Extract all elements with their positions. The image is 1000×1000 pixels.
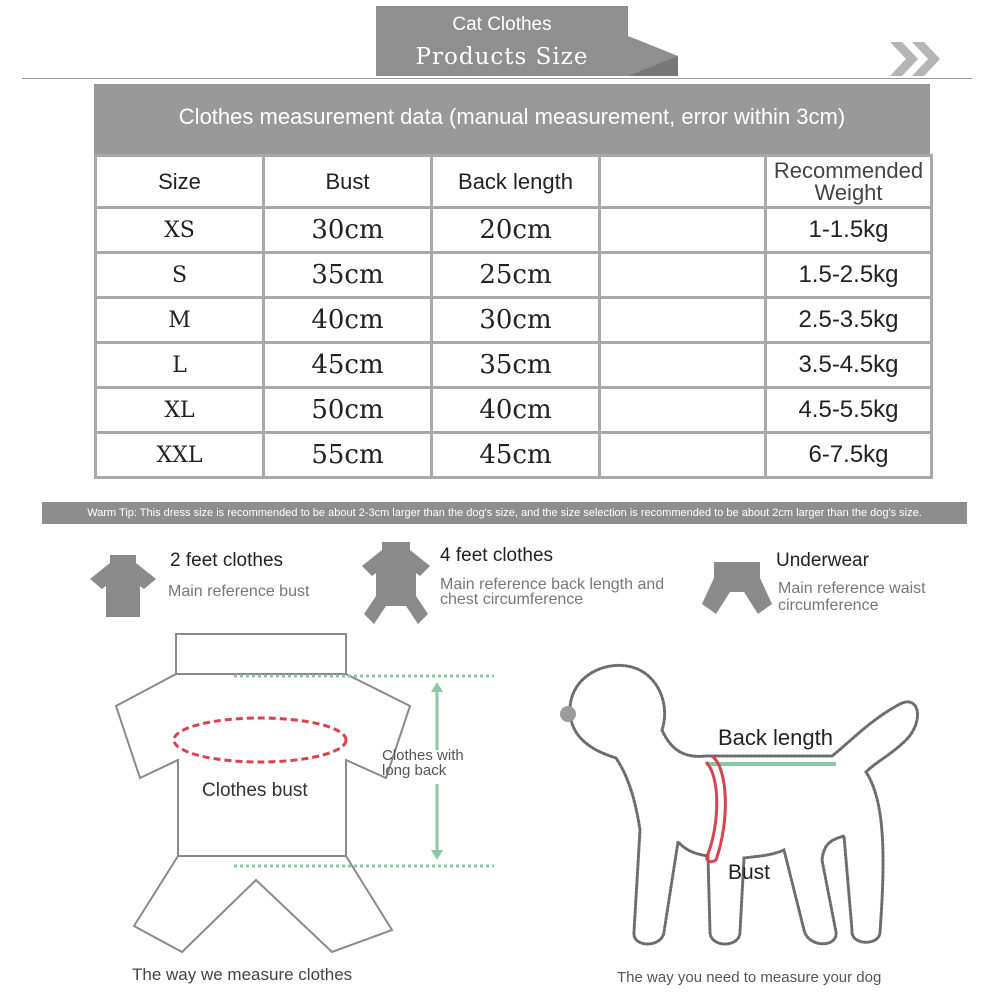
cell-back-length: 20cm: [432, 208, 600, 253]
cell-weight: 1-1.5kg: [766, 208, 932, 253]
cell-back-length: 30cm: [432, 298, 600, 343]
four-feet-clothes-icon: [360, 540, 432, 626]
warm-tip-banner: Warm Tip: This dress size is recommended to be about 2-3cm larger than the dog's size, and the size selection is recommended to be about 2cm larger than the dog's size.: [42, 502, 967, 524]
header-title: Products Size: [415, 44, 589, 70]
cell-bust: 35cm: [264, 253, 432, 298]
cell-blank: [600, 388, 766, 433]
two-feet-clothes-icon: [88, 553, 158, 619]
column-header-recommended-weight: Recommended Weight: [766, 156, 932, 208]
cell-weight: 6-7.5kg: [766, 433, 932, 478]
type-desc-2-feet: Main reference bust: [168, 583, 310, 600]
type-title-4-feet: 4 feet clothes: [440, 545, 554, 566]
cell-back-length: 40cm: [432, 388, 600, 433]
type-desc-4-feet-line-2: chest circumference: [440, 591, 584, 608]
cell-back-length: 35cm: [432, 343, 600, 388]
cell-size: S: [96, 253, 264, 298]
type-desc-underwear-line-2: circumference: [778, 597, 879, 614]
header-divider: [22, 78, 972, 79]
type-desc-underwear-line-1: Main reference waist: [778, 580, 926, 597]
cell-blank: [600, 433, 766, 478]
dog-measure-diagram: [540, 650, 940, 960]
header-subtitle: Cat Clothes: [452, 14, 552, 35]
cell-blank: [600, 208, 766, 253]
table-row: [96, 388, 932, 433]
cell-blank: [600, 298, 766, 343]
cell-weight: 4.5-5.5kg: [766, 388, 932, 433]
cell-weight: 2.5-3.5kg: [766, 298, 932, 343]
cell-blank: [600, 343, 766, 388]
underwear-icon: [700, 560, 774, 616]
long-back-label-line-1: Clothes with: [382, 747, 464, 764]
cell-size: XS: [96, 208, 264, 253]
dog-diagram-caption: The way you need to measure your dog: [617, 969, 882, 986]
table-row: [96, 433, 932, 478]
back-length-label: Back length: [718, 725, 833, 750]
table-header-row: [96, 156, 932, 208]
table-row: [96, 298, 932, 343]
type-title-2-feet: 2 feet clothes: [170, 550, 284, 571]
table-row: [96, 343, 932, 388]
table-title: Clothes measurement data (manual measurement, error within 3cm): [94, 84, 930, 154]
size-grid: [94, 154, 933, 479]
table-row: [96, 253, 932, 298]
cell-size: XXL: [96, 433, 264, 478]
clothes-diagram-caption: The way we measure clothes: [132, 965, 353, 984]
cell-size: L: [96, 343, 264, 388]
cell-size: M: [96, 298, 264, 343]
column-header-size: Size: [96, 156, 264, 208]
dog-bust-label: Bust: [728, 861, 771, 884]
cell-bust: 50cm: [264, 388, 432, 433]
cell-bust: 45cm: [264, 343, 432, 388]
cell-back-length: 45cm: [432, 433, 600, 478]
column-header-bust: Bust: [264, 156, 432, 208]
cell-bust: 40cm: [264, 298, 432, 343]
type-title-underwear: Underwear: [776, 550, 869, 571]
cell-size: XL: [96, 388, 264, 433]
type-desc-4-feet-line-1: Main reference back length and: [440, 576, 665, 593]
header-shadow: [628, 36, 678, 76]
double-chevron-icon: [890, 42, 950, 76]
clothes-bust-label: Clothes bust: [202, 780, 308, 801]
long-back-label-line-2: long back: [382, 762, 447, 779]
table-row: [96, 208, 932, 253]
column-header-blank: [600, 156, 766, 208]
column-header-back-length: Back length: [432, 156, 600, 208]
cell-weight: 1.5-2.5kg: [766, 253, 932, 298]
cell-back-length: 25cm: [432, 253, 600, 298]
cell-blank: [600, 253, 766, 298]
cell-bust: 30cm: [264, 208, 432, 253]
size-table: [94, 84, 930, 479]
cell-weight: 3.5-4.5kg: [766, 343, 932, 388]
cell-bust: 55cm: [264, 433, 432, 478]
